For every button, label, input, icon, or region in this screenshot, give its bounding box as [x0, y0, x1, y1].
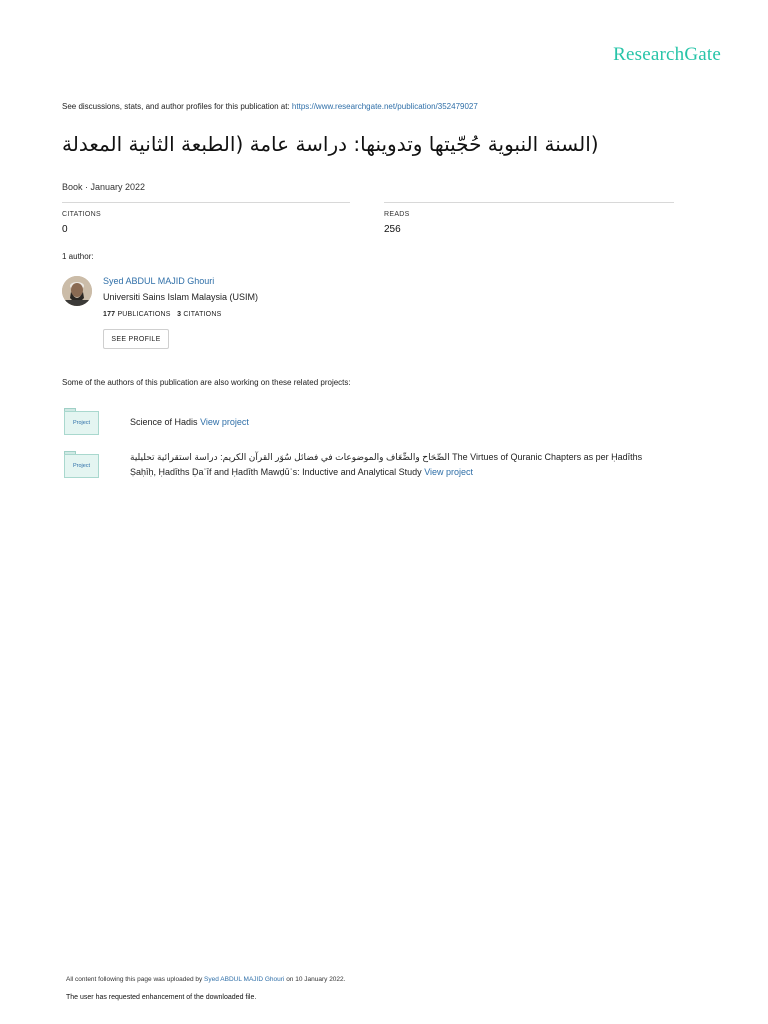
reads-label: READS: [384, 211, 410, 218]
project-icon-label: Project: [72, 420, 91, 426]
upload-note: [66, 976, 345, 983]
citations-value: 0: [62, 224, 68, 235]
related-projects-heading: Some of the authors of this publication are also working on these related projects:: [62, 378, 351, 387]
discussion-line: [62, 102, 478, 111]
author-institution: Universiti Sains Islam Malaysia (USIM): [103, 292, 259, 302]
reads-value: 256: [384, 224, 401, 235]
author-publications-label: PUBLICATIONS: [117, 311, 171, 318]
enhancement-note: The user has requested enhancement of the downloaded file.: [66, 994, 257, 1001]
project-title: Science of Hadis: [130, 417, 198, 427]
author-publications-count: 177: [103, 311, 116, 318]
citations-divider: [62, 202, 350, 203]
project-title-line2: Ṣaḥīḥ, Ḥadīths Ḍaʿīf and Ḥadīth Mawḍūʿs: Inductive and Analytical Study: [130, 467, 422, 477]
author-citations-label: CITATIONS: [183, 311, 222, 318]
view-project-link[interactable]: View project: [424, 467, 474, 477]
project-item: [130, 467, 473, 477]
upload-prefix: All content following this page was uploaded by: [66, 976, 203, 983]
project-item: [130, 417, 249, 427]
see-profile-button[interactable]: SEE PROFILE: [103, 329, 169, 349]
uploader-link[interactable]: Syed ABDUL MAJID Ghouri: [204, 976, 285, 983]
project-title-line1: الصِّحَاح والضِّعَاف والموضوعات في فضائل سُوَر القرآن الكريم: دراسة استقرائية تحليلية The Virtues of Quranic Chapters as per Ḥadīths: [130, 452, 643, 462]
upload-suffix: on 10 January 2022.: [286, 976, 346, 983]
project-icon[interactable]: [64, 451, 98, 477]
publication-url-link[interactable]: https://www.researchgate.net/publication/352479027: [291, 102, 478, 111]
researchgate-logo[interactable]: ResearchGate: [613, 44, 721, 65]
reads-divider: [384, 202, 674, 203]
publication-type-date: Book · January 2022: [62, 182, 146, 192]
citations-label: CITATIONS: [62, 211, 101, 218]
project-icon-label: Project: [72, 463, 91, 469]
avatar-image: [62, 276, 92, 306]
author-count: 1 author:: [62, 252, 94, 261]
author-name-link[interactable]: Syed ABDUL MAJID Ghouri: [103, 276, 215, 286]
project-icon[interactable]: [64, 408, 98, 434]
author-citations-count: 3: [177, 311, 182, 318]
publication-title: (السنة النبوية حُجّيتها وتدوينها: دراسة عامة (الطبعة الثانية المعدلة: [62, 132, 599, 156]
author-avatar[interactable]: [62, 276, 92, 306]
view-project-link[interactable]: View project: [200, 417, 249, 427]
discussion-text: See discussions, stats, and author profiles for this publication at:: [62, 102, 290, 111]
folder-body: [64, 411, 99, 435]
author-stats: [103, 311, 221, 318]
folder-body: [64, 454, 99, 478]
